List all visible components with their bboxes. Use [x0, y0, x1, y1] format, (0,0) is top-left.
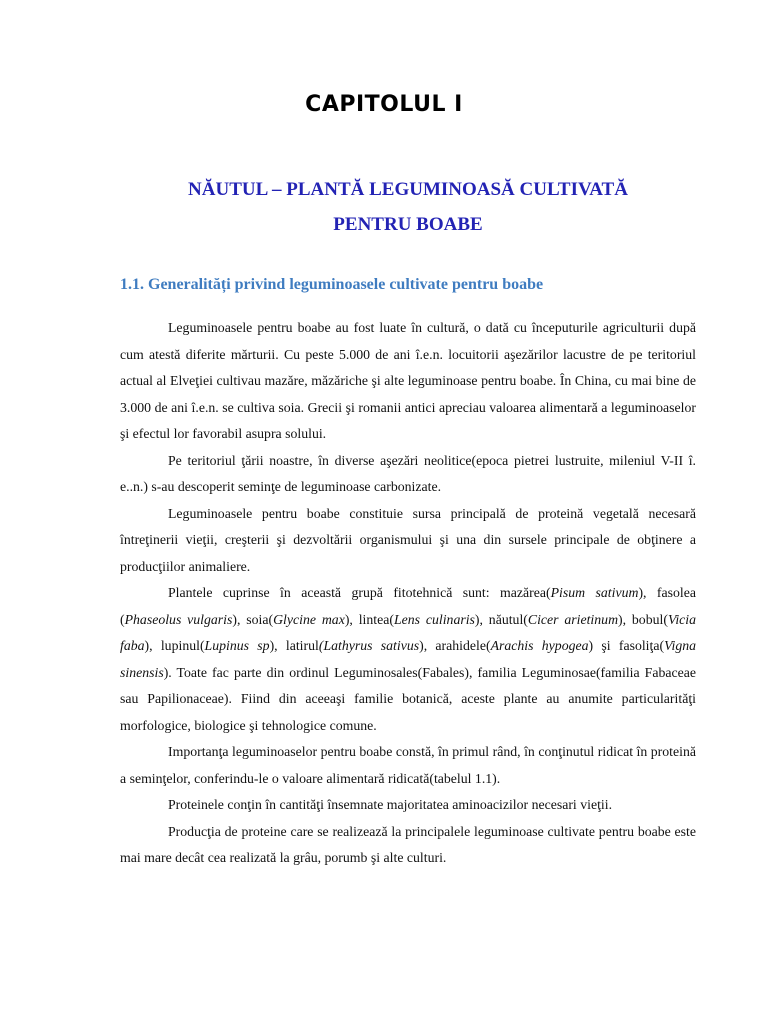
- species-name: Phaseolus vulgaris: [124, 611, 233, 627]
- chapter-heading: CAPITOLUL I: [305, 92, 463, 117]
- paragraph-7: Producţia de proteine care se realizează la principalele leguminoase cultivate pentru boabe este mai mare decât cea realizată la grâu, porumb şi alte culturi.: [120, 823, 696, 865]
- paragraph-4: [120, 580, 696, 739]
- species-name: (Lathyrus sativus: [318, 638, 420, 653]
- paragraph-4-text: ), bobul(: [618, 611, 668, 627]
- paragraph-4-text: ). Toate fac parte din ordinul Leguminosales(Fabales), familia Leguminosae(familia Fabaceae sau Papilionaceae). Fiind din aceeaşi familie botanică, aceste plante au anumite particularităţi morfologice, biologice şi tehnologice comune.: [120, 664, 696, 733]
- body-text: [120, 315, 696, 872]
- paragraph-4-text: ), lupinul(: [144, 638, 205, 653]
- species-name: Vigna sinensis: [120, 638, 697, 680]
- species-name: Pisum sativum: [550, 585, 639, 600]
- paragraph-5: Importanţa leguminoaselor pentru boabe constă, în primul rând, în conţinutul ridicat în proteină a seminţelor, conferindu-le o valoare alimentară ridicată(tabelul 1.1).: [120, 744, 696, 786]
- paragraph-2: Pe teritoriul ţării noastre, în diverse aşezări neolitice(epoca pietrei lustruite, mileniul V-II î. e..n.) s-au descoperit seminţe de leguminoase carbonizate.: [120, 452, 696, 494]
- species-name: Cicer arietinum: [527, 611, 619, 627]
- species-name: Vicia faba: [120, 611, 697, 653]
- paragraph-4-text: ), arahidele(: [419, 638, 491, 653]
- paragraph-4-text: ), fasolea (: [120, 585, 696, 627]
- paragraph-4-text: ), năutul(: [474, 611, 528, 627]
- paragraph-4-text: ), soia(: [232, 611, 274, 627]
- chapter-title-line-2: PENTRU BOABE: [333, 214, 483, 235]
- species-name: Lens culinaris: [393, 611, 475, 627]
- section-heading: 1.1. Generalități privind leguminoasele cultivate pentru boabe: [120, 276, 544, 293]
- paragraph-1: Leguminoasele pentru boabe au fost luate în cultură, o dată cu începuturile agriculturii după cum atestă diferite mărturii. Cu peste 5.000 de ani î.e.n. locuitorii aşezărilor lacustre de pe teritoriul actual al Elveţiei cultivau mazăre, măzăriche şi alte leguminoase pentru boabe. În China, cu mai bine de 3.000 de ani î.e.n. se cultiva soia. Grecii şi romanii antici apreciau valoarea alimentară a leguminoaselor şi efectul lor favorabil asupra solului.: [120, 320, 696, 441]
- species-name: Lupinus sp: [204, 638, 270, 653]
- paragraph-3: Leguminoasele pentru boabe constituie sursa principală de proteină vegetală necesară întreţinerii vieţii, creşterii şi dezvoltării organismului şi una din sursele principale de obţinere a producţiilor animaliere.: [120, 505, 696, 574]
- paragraph-6: Proteinele conţin în cantităţi însemnate majoritatea aminoacizilor necesari vieţii.: [168, 797, 613, 812]
- species-name: Glycine max: [273, 611, 345, 627]
- paragraph-4-text: ), latirul: [269, 638, 319, 653]
- chapter-title: [120, 172, 696, 242]
- species-name: Arachis hypogea: [490, 638, 589, 653]
- paragraph-4-text: ) şi fasoliţa(: [588, 638, 665, 653]
- paragraph-4-text: ), lintea(: [344, 611, 394, 627]
- chapter-title-line-1: NĂUTUL – PLANTĂ LEGUMINOASĂ CULTIVATĂ: [188, 179, 628, 200]
- paragraph-4-text: Plantele cuprinse în această grupă fitotehnică sunt: mazărea(: [168, 585, 551, 600]
